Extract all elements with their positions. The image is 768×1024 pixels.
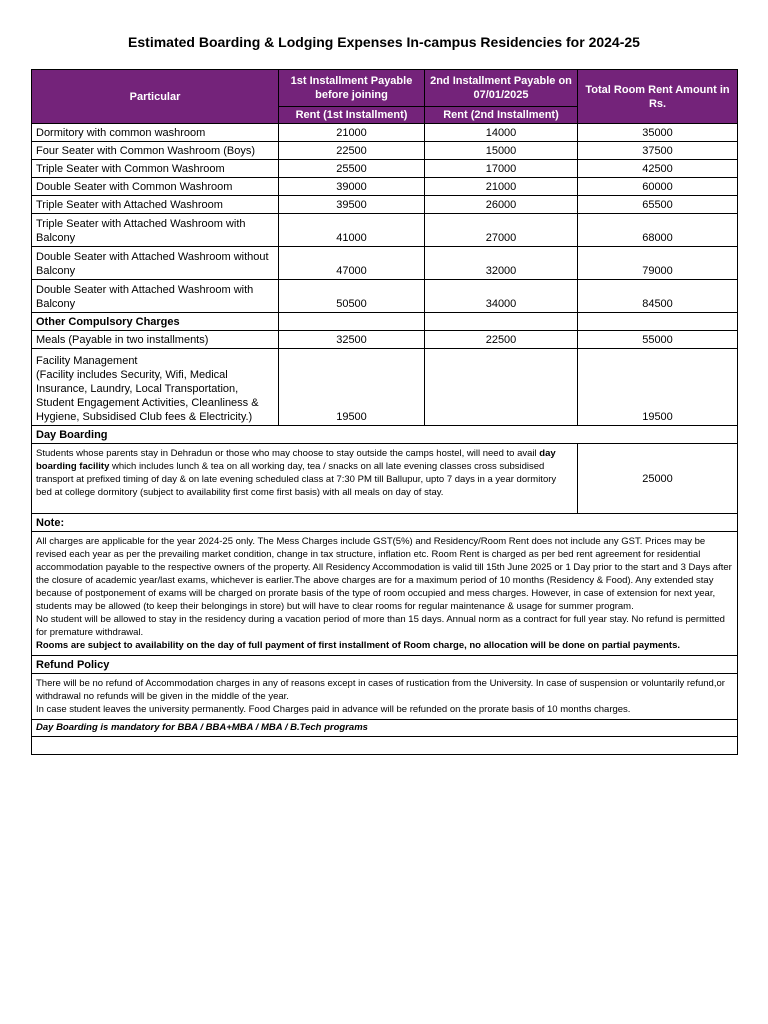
room-installment-1: 21000 (279, 124, 425, 142)
empty-row (32, 737, 738, 755)
header-installment-1: 1st Installment Payable before joining (279, 70, 425, 107)
room-installment-1: 47000 (279, 247, 425, 280)
note-text (32, 532, 738, 656)
meals-name: Meals (Payable in two installments) (32, 331, 279, 349)
header-total: Total Room Rent Amount in Rs. (578, 70, 738, 124)
facility-installment-1: 19500 (279, 349, 425, 426)
table-row (32, 280, 738, 313)
note-paragraph-3: Rooms are subject to availability on the day of full payment of first installment of Room charge, no allocation will be done on partial payments. (36, 640, 680, 651)
room-name: Four Seater with Common Washroom (Boys) (32, 142, 279, 160)
refund-paragraph-2: In case student leaves the university permanently. Food Charges paid in advance will be refunded on the prorate basis of 10 months charges. (36, 704, 631, 715)
header-row (32, 70, 738, 107)
table-row (32, 178, 738, 196)
facility-title: Facility Management (36, 355, 138, 367)
room-name: Double Seater with Attached Washroom without Balcony (32, 247, 279, 280)
room-total: 60000 (578, 178, 738, 196)
room-installment-1: 22500 (279, 142, 425, 160)
header-installment-2: 2nd Installment Payable on 07/01/2025 (425, 70, 578, 107)
day-boarding-text: Students whose parents stay in Dehradun or those who may choose to stay outside the camps hostel, will need to avail day boarding facility which includes lunch & tea on all working day, tea / snacks on all late evening classes cross subsidised transport at prefixed timing of day & on late evening scheduled class at 7:30 PM till Ballupur, upto 7 days in a year dormitory bed at college dormitory (subject to availability first come first basis) with all meals on day of stay. (32, 444, 578, 514)
meals-installment-1: 32500 (279, 331, 425, 349)
table-row (32, 349, 738, 426)
other-charges-heading: Other Compulsory Charges (32, 313, 279, 331)
room-name: Triple Seater with Attached Washroom with Balcony (32, 214, 279, 247)
table-row (32, 444, 738, 514)
note-paragraph-1: All charges are applicable for the year 2024-25 only. The Mess Charges include GST(5%) and Residency/Room Rent does not include any GST. Prices may be revised each year as per the prevailing market condition, change in tax structure, inflation etc. Room Rent is charged as per bed rent agreement for residential accommodation payable to the respective owners of the property. All Residency Accommodation is valid till 15th June 2025 or 1 Day prior to the start and 3 Days after the closure of academic year/last exams, whichever is earlier.The above charges are for a maximum period of 10 months (Residency & Food). Any extended stay because of postponement of exams will be charged on prorate basis of the type of room occupied and mess charges. However, in case of extension for next year, students may be allowed (to keep their belongings in store) but will have to clear rooms for regular maintenance & usage for summer program. (36, 536, 732, 612)
page-title: Estimated Boarding & Lodging Expenses In-campus Residencies for 2024-25 (128, 34, 640, 50)
table-row (32, 124, 738, 142)
room-installment-2: 15000 (425, 142, 578, 160)
room-installment-2: 27000 (425, 214, 578, 247)
room-installment-2: 26000 (425, 196, 578, 214)
room-total: 79000 (578, 247, 738, 280)
facility-description: (Facility includes Security, Wifi, Medical Insurance, Laundry, Local Transportation, Student Engagement Activities, Cleanliness & Hygiene, Subsidised Club fees & Electricity.) (36, 369, 259, 423)
refund-text (32, 674, 738, 720)
table-row (32, 196, 738, 214)
room-installment-1: 39000 (279, 178, 425, 196)
table-row (32, 142, 738, 160)
room-installment-1: 50500 (279, 280, 425, 313)
room-installment-2: 34000 (425, 280, 578, 313)
room-installment-2: 17000 (425, 160, 578, 178)
refund-heading: Refund Policy (32, 656, 738, 674)
note-heading: Note: (32, 514, 738, 532)
day-boarding-mandatory-note: Day Boarding is mandatory for BBA / BBA+MBA / MBA / B.Tech programs (32, 720, 738, 737)
refund-paragraph-1: There will be no refund of Accommodation charges in any of reasons except in cases of rustication from the University. In case of suspension or voluntarily refund,or withdrawal no refunds will be given in the middle of the year. (36, 678, 725, 702)
facility-total: 19500 (578, 349, 738, 426)
table-row (32, 720, 738, 737)
day-boarding-heading: Day Boarding (32, 426, 738, 444)
meals-total: 55000 (578, 331, 738, 349)
table-row (32, 160, 738, 178)
note-paragraph-2: No student will be allowed to stay in the residency during a vacation period of more than 15 days. Annual norm as a contract for full year stay. No refund is permitted for premature withdrawal. (36, 614, 725, 638)
room-name: Dormitory with common washroom (32, 124, 279, 142)
room-name: Triple Seater with Common Washroom (32, 160, 279, 178)
room-installment-2: 14000 (425, 124, 578, 142)
table-row (32, 247, 738, 280)
expenses-table (31, 69, 738, 755)
room-name: Double Seater with Attached Washroom with Balcony (32, 280, 279, 313)
room-name: Triple Seater with Attached Washroom (32, 196, 279, 214)
table-row (32, 214, 738, 247)
room-total: 65500 (578, 196, 738, 214)
table-row (32, 331, 738, 349)
section-row (32, 313, 738, 331)
room-total: 35000 (578, 124, 738, 142)
room-total: 37500 (578, 142, 738, 160)
facility-management-cell (32, 349, 279, 426)
room-installment-2: 21000 (425, 178, 578, 196)
room-installment-1: 39500 (279, 196, 425, 214)
subheader-installment-2: Rent (2nd Installment) (425, 107, 578, 124)
room-name: Double Seater with Common Washroom (32, 178, 279, 196)
room-installment-2: 32000 (425, 247, 578, 280)
subheader-installment-1: Rent (1st Installment) (279, 107, 425, 124)
section-row (32, 426, 738, 444)
table-row (32, 674, 738, 720)
room-installment-1: 25500 (279, 160, 425, 178)
room-installment-1: 41000 (279, 214, 425, 247)
room-total: 42500 (578, 160, 738, 178)
table-row (32, 532, 738, 656)
meals-installment-2: 22500 (425, 331, 578, 349)
section-row (32, 656, 738, 674)
day-boarding-amount: 25000 (578, 444, 738, 514)
room-total: 84500 (578, 280, 738, 313)
section-row (32, 514, 738, 532)
room-total: 68000 (578, 214, 738, 247)
facility-installment-2 (425, 349, 578, 426)
empty-cell (32, 737, 738, 755)
header-particular: Particular (32, 70, 279, 124)
